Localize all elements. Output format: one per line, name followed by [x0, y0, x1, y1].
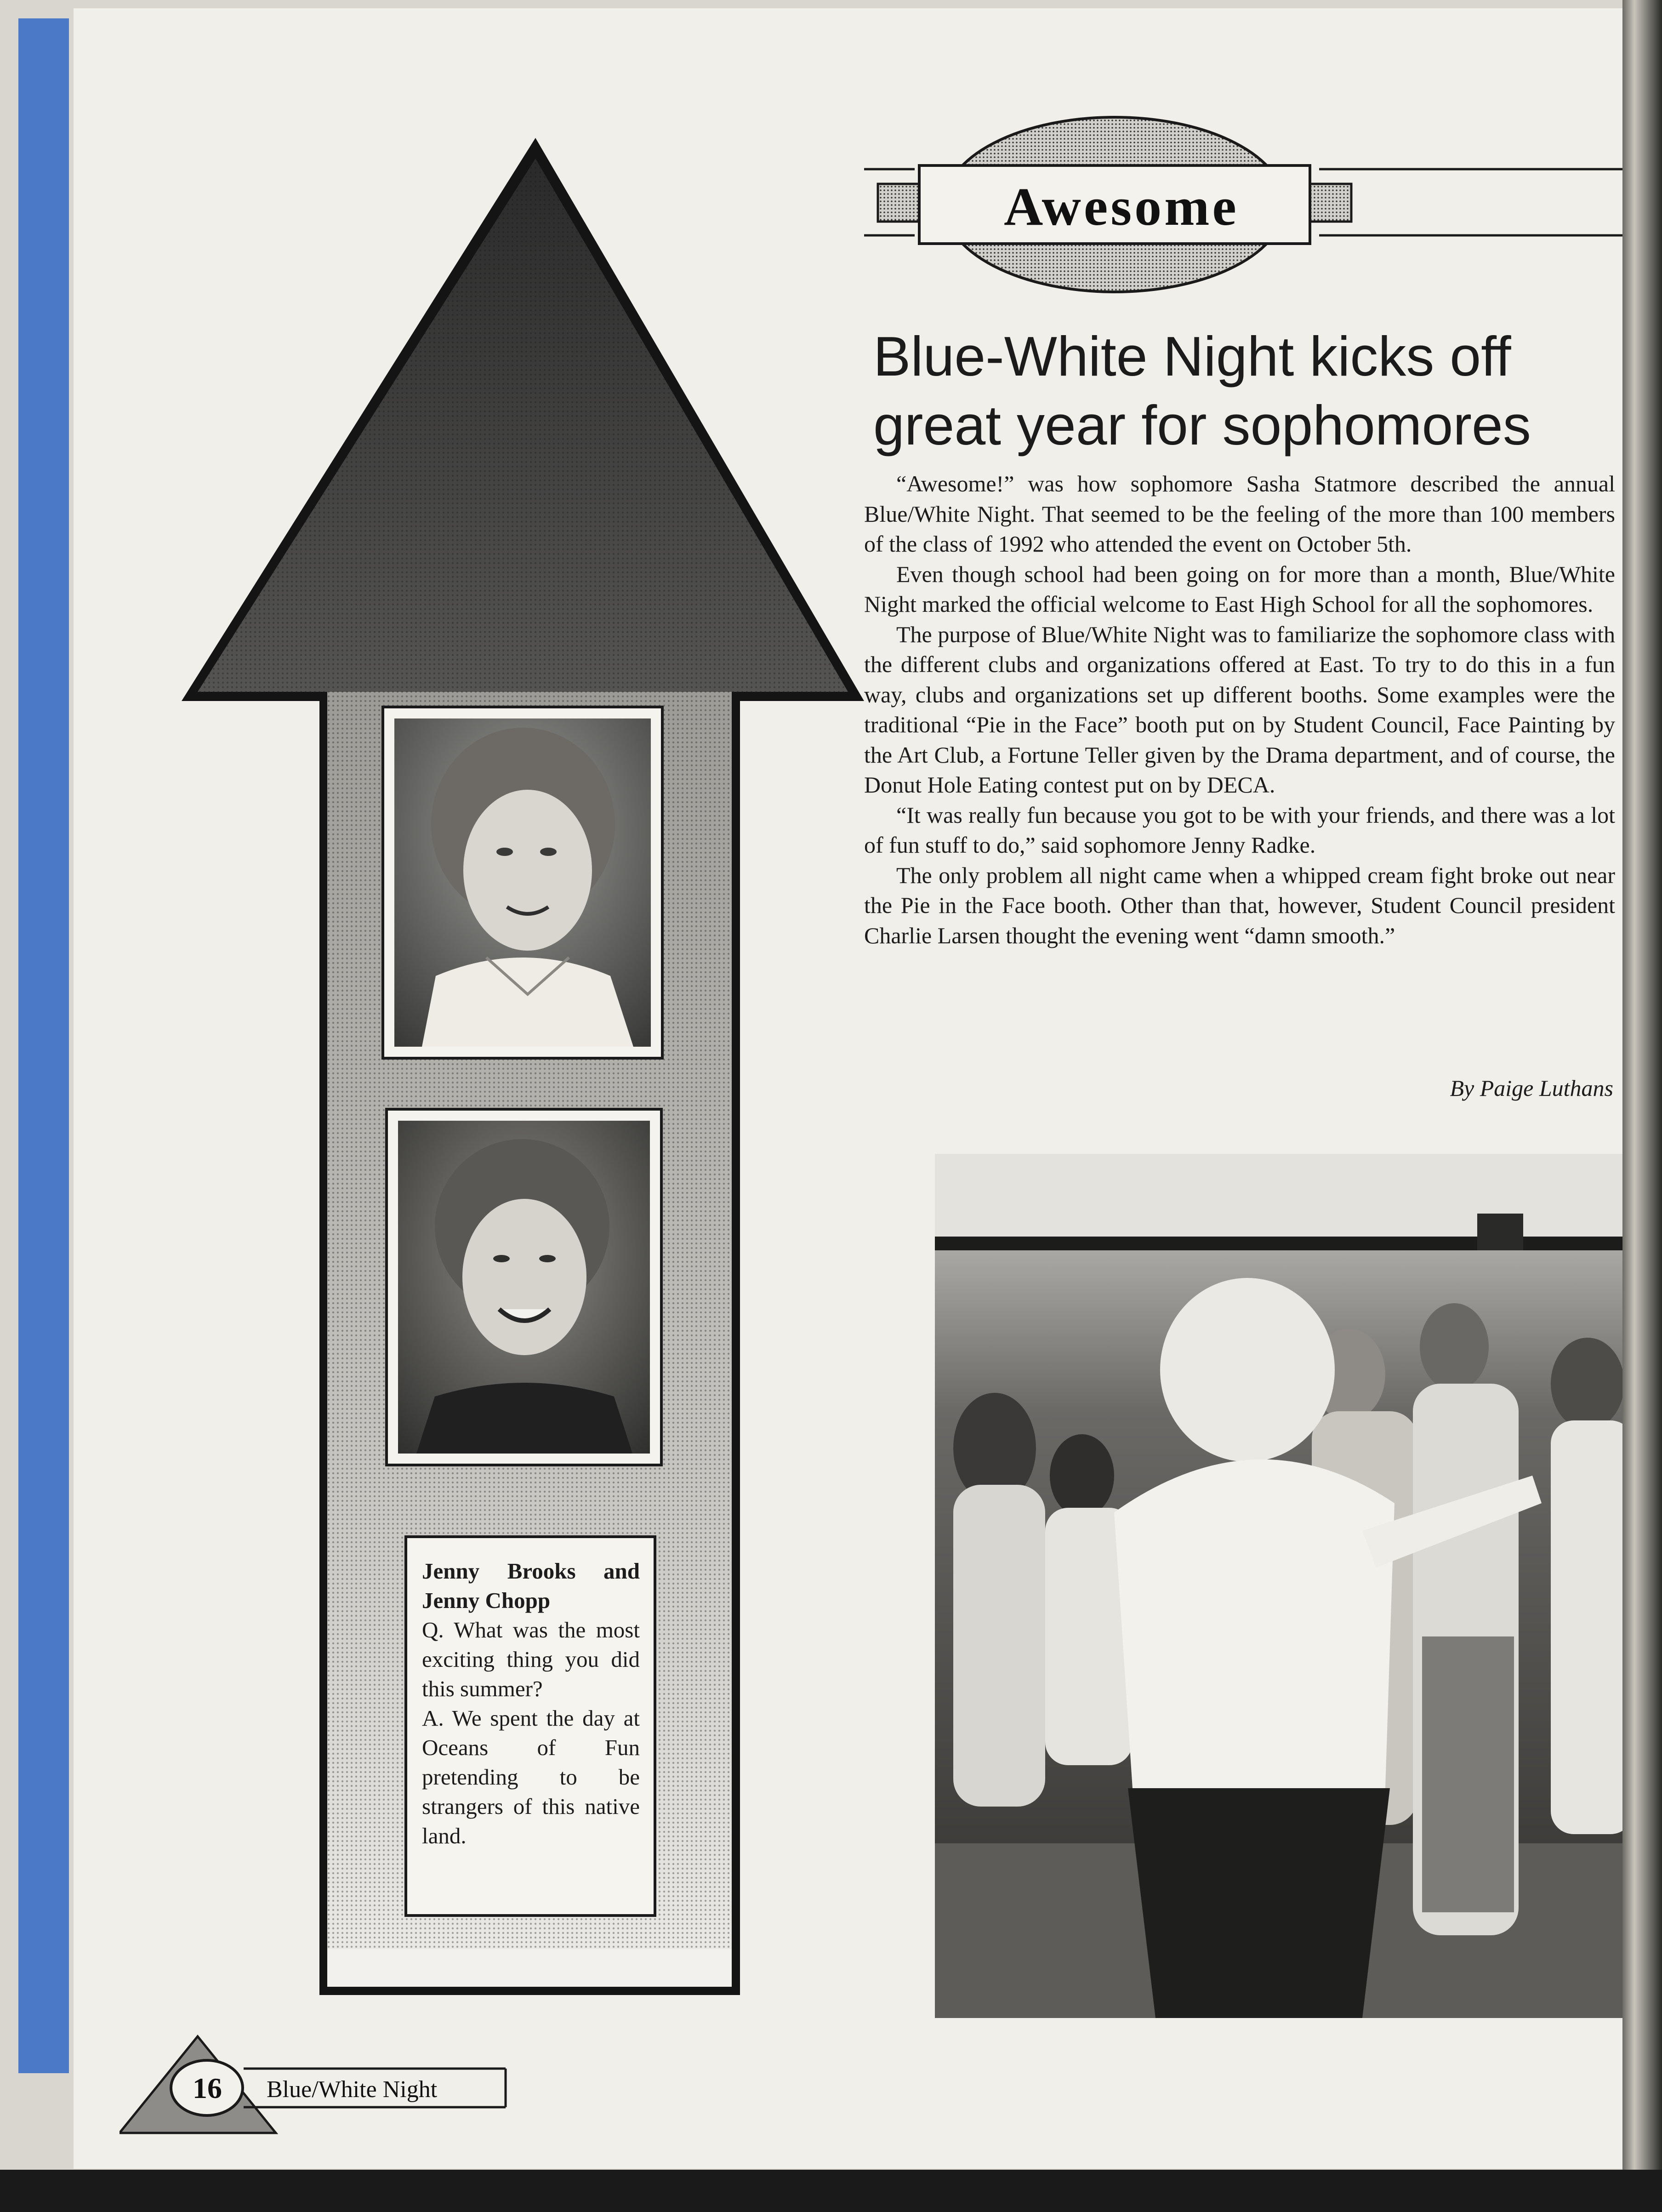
portrait-jenny-chopp	[385, 1108, 663, 1466]
banner-title: Awesome	[1004, 177, 1239, 237]
portrait-image	[398, 1121, 650, 1454]
article-paragraph: Even though school had been going on for more than a month, Blue/White Night marked the official welcome to East High School for all the sophomores.	[864, 561, 1615, 617]
portrait-image	[394, 718, 651, 1047]
book-spine-edge	[1622, 0, 1662, 2212]
headline	[873, 322, 1609, 460]
qa-question: Q. What was the most exciting thing you did this summer?	[422, 1617, 640, 1701]
article-paragraph: “It was really fun because you got to be with your friends, and there was a lot of fun stuff to do,” said sophomore Jenny Radke.	[864, 802, 1615, 858]
article-paragraph: The only problem all night came when a whipped cream fight broke out near the Pie in the Face booth. Other than that, however, Student Council president Charlie Larsen thought the evening went “damn smooth.”	[864, 862, 1615, 948]
section-title: Blue/White Night	[267, 2076, 438, 2103]
page-number: 16	[193, 2072, 222, 2104]
byline: By Paige Luthans	[1450, 1075, 1613, 1101]
portrait-jenny-brooks	[381, 706, 664, 1060]
event-photo	[935, 1154, 1634, 2018]
qa-answer: A. We spent the day at Oceans of Fun pretending to be strangers of this native land.	[422, 1705, 640, 1848]
scan-bottom-edge	[0, 2170, 1662, 2212]
article-body	[864, 469, 1615, 951]
headline-line-2: great year for sophomores	[873, 394, 1531, 456]
article-paragraph: “Awesome!” was how sophomore Sasha Statmore described the annual Blue/White Night. That seemed to be the feeling of the more than 100 members of the class of 1992 who attended the event on October 5th.	[864, 471, 1615, 557]
event-photo-image	[935, 1154, 1634, 2018]
qa-box	[404, 1535, 656, 1917]
headline-line-1: Blue-White Night kicks off	[873, 325, 1511, 388]
article-paragraph: The purpose of Blue/White Night was to familiarize the sophomore class with the different clubs and organizations offered at East. To try to do this in a fun way, clubs and organizations set up different booths. Some examples were the traditional “Pie in the Face” booth put on by Student Council, Face Painting by the Art Club, a Fortune Teller given by the Drama department, and of course, the Donut Hole Eating contest put on by DECA.	[864, 621, 1615, 798]
qa-names: Jenny Brooks and Jenny Chopp	[422, 1558, 640, 1613]
